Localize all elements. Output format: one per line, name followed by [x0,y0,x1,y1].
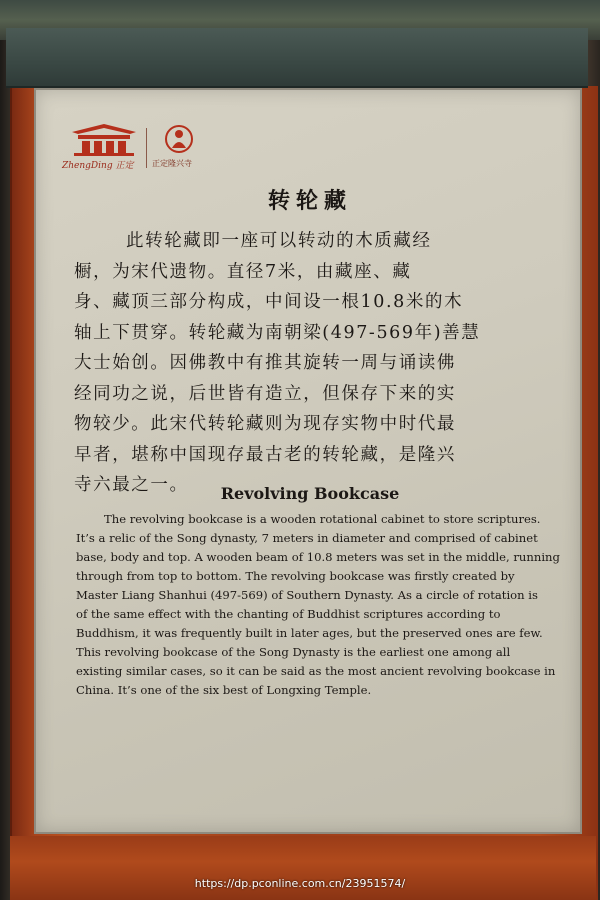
chinese-description [74,226,532,501]
chinese-line: 橱，为宋代遗物。直径7米，由藏座、藏 [74,261,412,282]
chinese-line: 身、藏顶三部分构成，中间设一根10.8米的木 [74,292,464,312]
chinese-line: 早者，堪称中国现存最古老的转轮藏，是隆兴 [74,444,456,465]
watermark-url: https://dp.pconline.com.cn/23951574/ [194,877,406,890]
english-line: The revolving bookcase is a wooden rotational cabinet to store scriptures. [104,512,541,526]
logo-divider [146,128,147,168]
chinese-line: 轴上下贯穿。转轮藏为南朝梁(497-569年)善慧 [74,322,481,343]
chinese-line: 经同功之说，后世皆有造立，但保存下来的实 [74,383,456,404]
chinese-line: 大士始创。因佛教中有推其旋转一周与诵读佛 [74,353,456,373]
logo-right-text: 正定隆兴寺 [152,159,192,168]
english-line: China. It’s one of the six best of Longxing Temple. [76,683,372,697]
logo-left-text: ZhengDing 正定 [62,161,134,171]
chinese-line: 寺六最之一。 [74,475,189,495]
english-line: of the same effect with the chanting of Buddhist scriptures according to [76,607,501,621]
english-line: It’s a relic of the Song dynasty, 7 meters in diameter and comprised of cabinet [76,531,538,545]
english-line: This revolving bookcase of the Song Dynasty is the earliest one among all [76,645,511,659]
chinese-line: 此转轮藏即一座可以转动的木质藏经 [126,231,432,251]
chinese-line: 物较少。此宋代转轮藏则为现存实物中时代最 [74,414,456,434]
english-line: existing similar cases, so it can be said as the most ancient revolving bookcase in [76,664,556,678]
english-line: Master Liang Shanhui (497-569) of Southern Dynasty. As a circle of rotation is [76,588,538,602]
sign-top-cap [6,28,588,88]
english-line: base, body and top. A wooden beam of 10.8 meters was set in the middle, running [76,550,560,564]
english-description [76,510,560,700]
logo-group [62,122,207,172]
english-line: through from top to bottom. The revolving bookcase was firstly created by [76,569,515,583]
buddha-seal-icon [164,124,194,154]
zhengding-logo-icon [64,122,144,158]
chinese-title: 转轮藏 [267,188,352,214]
english-title: Revolving Bookcase [220,484,400,503]
english-line: Buddhism, it was frequently built in later ages, but the preserved ones are few. [76,626,543,640]
info-sign-panel [34,88,582,834]
wooden-frame-base [10,836,596,900]
